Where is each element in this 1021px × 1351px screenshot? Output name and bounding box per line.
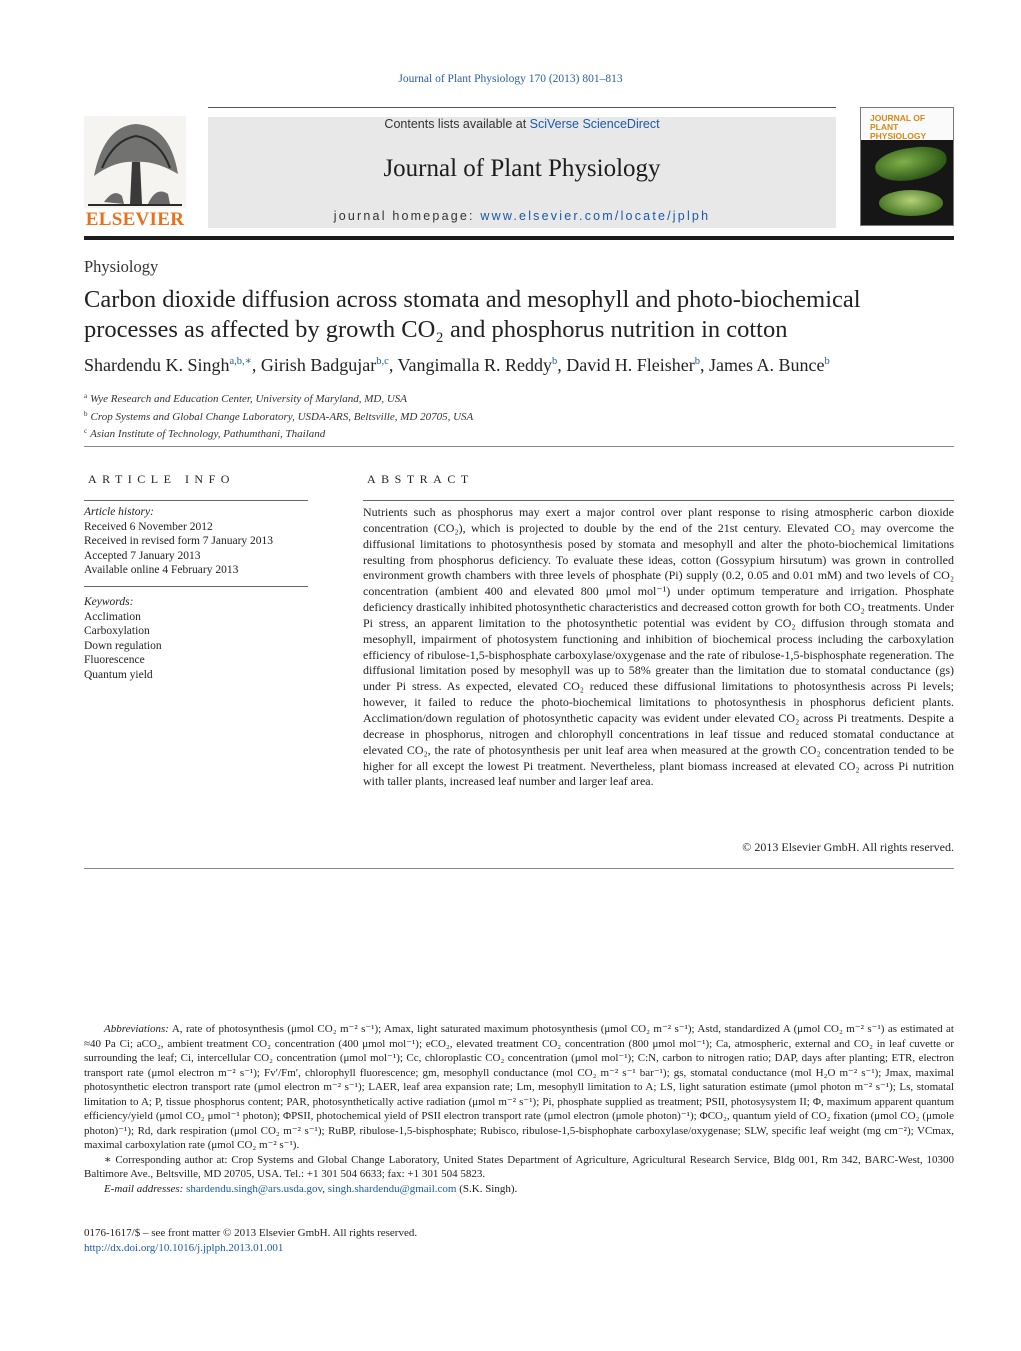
email-link[interactable]: shardendu.singh@ars.usda.gov (186, 1182, 323, 1195)
affiliation-item (84, 389, 473, 407)
history-item: Received in revised form 7 January 2013 (84, 535, 274, 547)
affiliations (84, 389, 473, 442)
author-affiliation-link[interactable]: b,c (376, 356, 389, 367)
divider (84, 868, 954, 869)
author-affiliation-link[interactable]: a,b,∗ (229, 356, 252, 367)
affiliation-text: Asian Institute of Technology, Pathumthani, Thailand (90, 428, 326, 440)
header-divider (84, 236, 954, 240)
keyword-item: Fluorescence (84, 654, 145, 666)
issn-line: 0176-1617/$ – see front matter © 2013 Elsevier GmbH. All rights reserved. (84, 1227, 418, 1239)
abbreviations-label: Abbreviations: (104, 1023, 169, 1035)
keyword-item: Down regulation (84, 639, 162, 652)
copyright-notice: © 2013 Elsevier GmbH. All rights reserved. (742, 840, 954, 854)
abstract-text: Nutrients such as phosphorus may exert a major control over plant response to rising atmospheric carbon dioxide concentration (CO₂), which is projected to double by the end of the 21st century. Elevated CO₂ may overcome the diffusional limitations to photosynthesis posed by stomata and mesophyll and alter the photo-biochemical limitations resulting from phosphorus deficiency. To evaluate these ideas, cotton (Gossypium hirsutum) was grown in controlled environment growth chambers with three levels of phosphate (Pi) supply (0.2, 0.05 and 0.01 mM) and two levels of CO₂ concentration (ambient 400 and elevated 800 μmol mol⁻¹) under optimum temperature and irrigation. Phosphate deficiency drastically inhibited photosynthetic characteristics and decreased cotton growth for both CO₂ treatments. Under Pi stress, an apparent limitation to the photosynthetic potential was evident by CO₂ diffusion through stomata and mesophyll, impairment of photosystem functioning and inhibition of biochemical process including the carboxylation efficiency of ribulose-1,5-bisphosphate carboxylase/oxygenase and the rate of ribulose-1,5-bisphosphate regeneration. The diffusional limitation posed by mesophyll was up to 58% greater than the limitation due to stomatal conductance (gs) under Pi stress. As expected, elevated CO₂ reduced these diffusional limitations to photosynthesis across Pi levels; however, it failed to reduce the photo-biochemical limitations to photosynthesis in phosphorus deficient plants. Acclimation/down regulation of photosynthetic capacity was evident under elevated CO₂ across Pi treatments. Despite a decrease in phosphorus, nitrogen and chlorophyll concentrations in leaf tissue and reduced stomatal conductance at elevated CO₂, the rate of photosynthesis per unit leaf area when measured at the growth CO₂ concentration tended to be higher for all except the lowest Pi treatment. Nevertheless, plant biomass increased at elevated CO₂ across Pi nutrition with taller plants, increased leaf number and larger leaf area. (363, 505, 954, 789)
issn-block (84, 1226, 417, 1256)
author-separator: , (388, 355, 398, 375)
homepage-prefix: journal homepage: (333, 209, 481, 223)
divider (84, 446, 954, 447)
author-name: Girish Badgujar (260, 355, 377, 375)
keyword-item: Quantum yield (84, 668, 153, 681)
author-affiliation-link[interactable]: b (824, 356, 830, 367)
email-footnote (84, 1182, 954, 1197)
keywords (84, 595, 162, 682)
history-item: Accepted 7 January 2013 (84, 549, 201, 562)
footnotes (84, 1022, 954, 1196)
section-label: Physiology (84, 257, 159, 276)
author-separator: , (557, 355, 567, 375)
affiliation-item (84, 424, 473, 442)
journal-cover-image (860, 107, 954, 226)
abbreviations-footnote (84, 1022, 954, 1153)
history-label: Article history: (84, 506, 154, 518)
abstract-heading: ABSTRACT (367, 472, 474, 486)
email-link[interactable]: singh.shardendu@gmail.com (327, 1182, 457, 1195)
divider (84, 586, 308, 587)
header-top-rule (208, 107, 836, 108)
affiliation-text: Wye Research and Education Center, University of Maryland, MD, USA (90, 393, 408, 405)
history-item: Received 6 November 2012 (84, 520, 213, 533)
author-name: David H. Fleisher (566, 355, 695, 375)
cover-title: JOURNAL OF PLANT PHYSIOLOGY (870, 113, 927, 141)
author-affiliation-link[interactable]: b (694, 356, 700, 367)
author-name: James A. Bunce (709, 355, 825, 375)
author-separator: , (700, 355, 709, 375)
email-suffix: (S.K. Singh). (456, 1182, 518, 1195)
homepage-link[interactable]: www.elsevier.com/locate/jplph (480, 209, 711, 223)
author-list (84, 355, 964, 376)
divider (363, 500, 954, 501)
author-affiliation-link[interactable]: b (552, 356, 558, 367)
corresponding-author-footnote: ∗ Corresponding author at: Crop Systems and Global Change Laboratory, United States Department of Agriculture, Agricultural Research Service, Bldg 001, Rm 342, BARC-West, 10300 Baltimore Ave., Beltsville, MD 20705, USA. Tel.: +1 301 504 6633; fax: +1 301 504 5823. (84, 1153, 954, 1180)
article-info-heading: ARTICLE INFO (88, 472, 235, 486)
affiliation-text: Crop Systems and Global Change Laboratory, USDA-ARS, Beltsville, MD 20705, USA (90, 410, 474, 423)
email-separator: , (322, 1182, 328, 1195)
cover-leaf-image (879, 190, 943, 216)
elsevier-wordmark: ELSEVIER (85, 209, 185, 230)
contents-line (208, 117, 836, 131)
abbreviations-text: A, rate of photosynthesis (μmol CO₂ m⁻² s⁻¹); Amax, light saturated maximum photosynthesis (μmol CO₂ m⁻² s⁻¹); Astd, standardized A (μmol CO₂ m⁻² s⁻¹) as estimated at ≈40 Pa Ci; aCO₂, ambient treatment CO₂ concentration (400 μmol mol⁻¹); eCO₂, elevated treatment CO₂ concentration (800 μmol mol⁻¹); Ca, atmospheric, external and CO₂ in leaf cuvette or surrounding the leaf; Ci, intercellular CO₂ concentration (μmol mol⁻¹); Cc, chloroplastic CO₂ concentration (μmol mol⁻¹); C:N, carbon to nitrogen ratio; DAP, days after planting; ETR, electron transport rate (μmol electron m⁻² s⁻¹); Fv′/Fm′, chlorophyll fluorescence; gm, mesophyll conductance (mol CO₂ m⁻² s⁻¹ bar⁻¹); gs, stomatal conductance (mol H₂O m⁻² s⁻¹); Jmax, maximal photosynthetic electron transport rate (μmol electron m⁻² s⁻¹); LAER, leaf area expansion rate; Lm, mesophyll limitation to A; LS, light saturation estimate (μmol photon m⁻² s⁻¹); Ls, stomatal limitation to A; P, tissue phosphorus content; PAR, photosynthetically active radiation (μmol m⁻² s⁻¹); Pi, phosphate supplied as treatment; PSII, photosysystem II; Φ, maximum apparent quantum efficiency/yield (μmol CO₂ μmol⁻¹ photon); ΦPSII, photochemical yield of PSII electron transport rate (μmol electron (μmole photon)⁻¹); ΦCO₂, quantum yield of CO₂ fixation (μmol CO₂ (μmole photon)⁻¹); Rd, dark respiration (μmol CO₂ m⁻² s⁻¹); RuBP, ribulose-1,5-bisphosphate; Rubisco, ribulose-1,5-bisphophate carboxylase/oxygenase; SLW, specific leaf weight (mg cm⁻²); VCmax, maximal carboxylation rate (μmol CO₂ m⁻² s⁻¹). (84, 1023, 954, 1151)
homepage-line (208, 209, 836, 223)
journal-header-box (208, 117, 836, 228)
author-name: Vangimalla R. Reddy (397, 355, 553, 375)
sciencedirect-link[interactable]: SciVerse ScienceDirect (529, 117, 660, 131)
keywords-label: Keywords: (84, 596, 134, 608)
article-history (84, 505, 273, 578)
contents-prefix: Contents lists available at (384, 117, 530, 131)
keyword-item: Acclimation (84, 610, 141, 623)
cover-leaf-image (873, 143, 949, 185)
affiliation-mark: c (84, 427, 88, 435)
keyword-item: Carboxylation (84, 625, 150, 637)
divider (84, 500, 308, 501)
journal-reference[interactable]: Journal of Plant Physiology 170 (2013) 801–813 (398, 73, 623, 85)
history-item: Available online 4 February 2013 (84, 564, 239, 576)
author-name: Shardendu K. Singh (84, 355, 230, 375)
doi-link[interactable]: http://dx.doi.org/10.1016/j.jplph.2013.01.001 (84, 1242, 284, 1254)
affiliation-mark: a (84, 392, 88, 400)
journal-title: Journal of Plant Physiology (383, 155, 661, 182)
author-separator: , (251, 355, 261, 375)
email-label: E-mail addresses: (104, 1182, 187, 1195)
affiliation-mark: b (84, 409, 88, 418)
article-title: Carbon dioxide diffusion across stomata and mesophyll and photo-biochemical processes as affected by growth CO₂ and phosphorus nutrition in cotton (84, 286, 861, 343)
affiliation-item (84, 407, 473, 425)
